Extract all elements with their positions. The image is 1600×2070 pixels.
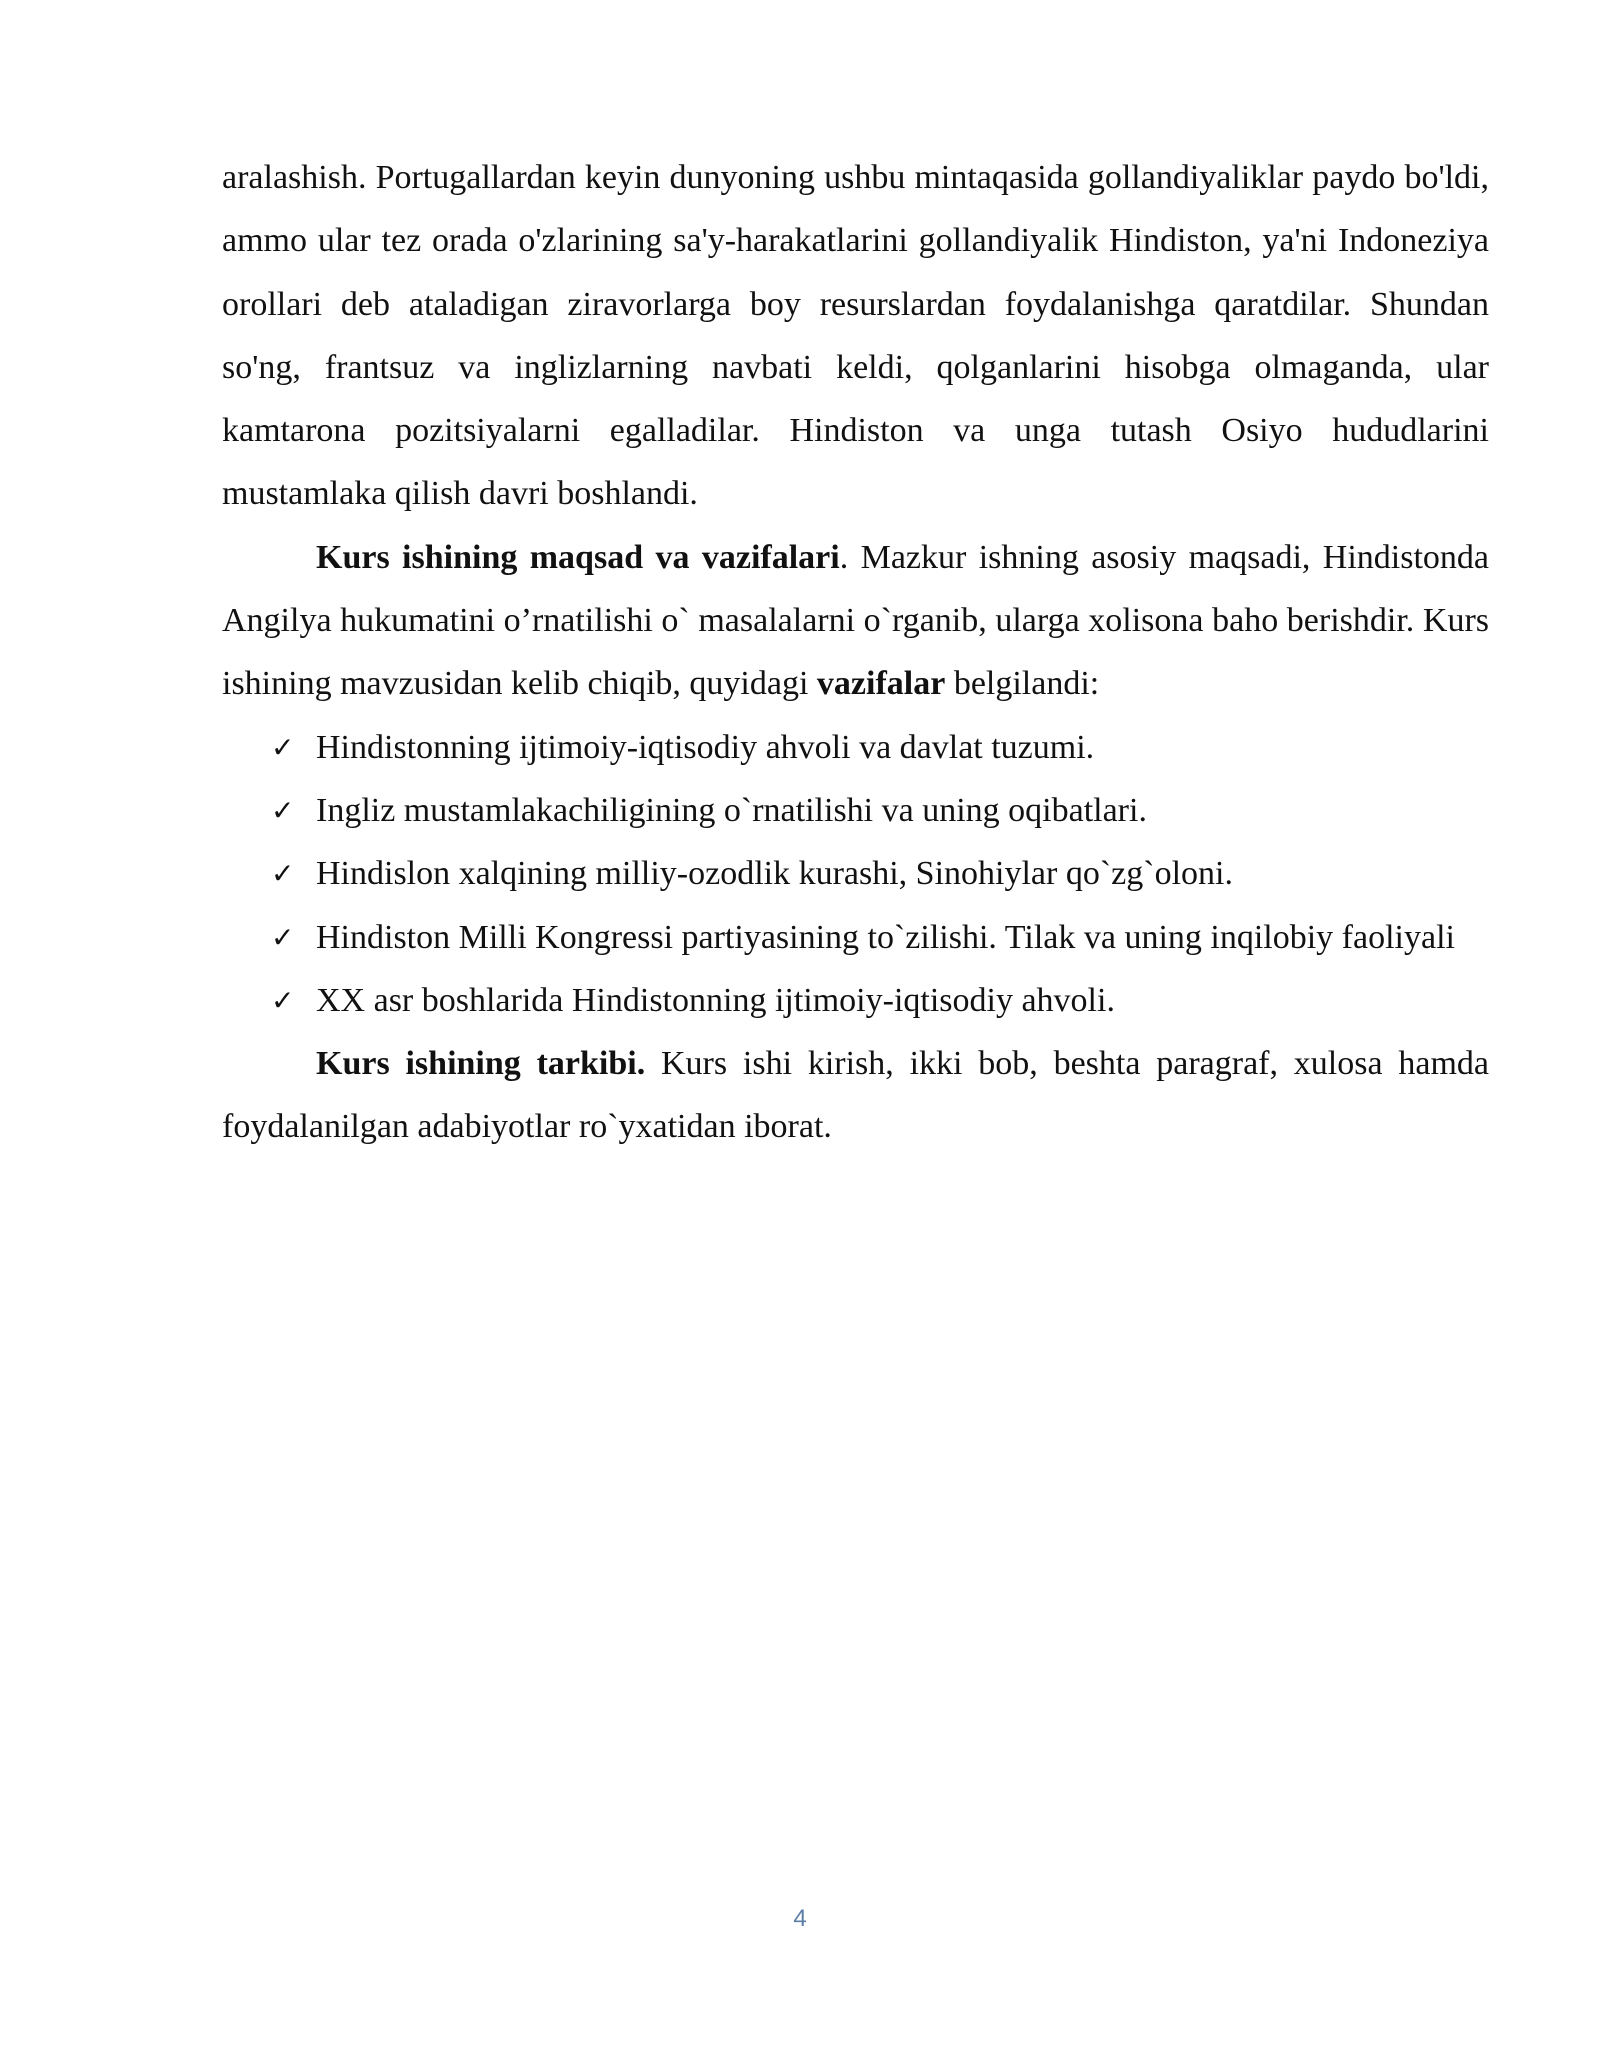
structure-text: Kurs ishi kirish, ikki bob, beshta paragraf, xulosa hamda foydalanilgan adabiyotlar ro`yxatidan iborat. <box>222 1045 1489 1146</box>
intro-paragraph: aralashish. Portugallardan keyin dunyoning ushbu mintaqasida gollandiyaliklar paydo bo'ldi, ammo ular tez orada o'zlarining sa'y-harakatlarini gollandiyalik Hindiston, ya'ni Indoneziya orollari deb ataladigan ziravorlarga boy resurslardan foydalanishga qaratdilar. Shundan so'ng, frantsuz va inglizlarning navbati keldi, qolganlarini hisobga olmaganda, ular kamtarona pozitsiyalarni egalladilar. Hindiston va unga tutash Osiyo hududlarini mustamlaka qilish davri boshlandi. <box>222 159 1489 513</box>
structure-heading: Kurs ishining tarkibi. <box>316 1045 646 1083</box>
checkmark-icon: ✓ <box>271 920 295 954</box>
checkmark-icon: ✓ <box>271 857 295 891</box>
tasks-list <box>222 716 1489 1032</box>
goals-text: . Mazkur ishning asosiy maqsadi, Hindistonda Angilya hukumatini o’rnatilishi o` masalalarni o`rganib, ularga xolisona baho berishdir. Kurs ishining mavzusidan kelib chiqib, quyidagi <box>222 538 1489 703</box>
list-item <box>222 716 1489 779</box>
list-item <box>222 969 1489 1032</box>
list-item-text: Hindiston Milli Kongressi partiyasining to`zilishi. Tilak va uning inqilobiy faoliyali <box>316 918 1455 956</box>
goals-heading: Kurs ishining maqsad va vazifalari <box>316 538 840 576</box>
goals-paragraph <box>222 526 1489 716</box>
list-item <box>222 842 1489 905</box>
checkmark-icon: ✓ <box>271 793 295 827</box>
page-number: 4 <box>793 1905 807 1932</box>
goals-text-end: belgilandi: <box>945 665 1100 703</box>
list-item-text: Hindislon xalqining milliy-ozodlik kurashi, Sinohiylar qo`zg`oloni. <box>316 855 1233 893</box>
structure-paragraph <box>222 1032 1489 1159</box>
checkmark-icon: ✓ <box>271 730 295 764</box>
list-item <box>222 779 1489 842</box>
list-item-text: Hindistonning ijtimoiy-iqtisodiy ahvoli va davlat tuzumi. <box>316 728 1095 766</box>
document-body <box>222 146 1489 1159</box>
tasks-keyword: vazifalar <box>816 665 946 703</box>
list-item-text: Ingliz mustamlakachiligining o`rnatilishi va uning oqibatlari. <box>316 791 1147 829</box>
checkmark-icon: ✓ <box>271 983 295 1017</box>
list-item-text: XX asr boshlarida Hindistonning ijtimoiy-iqtisodiy ahvoli. <box>316 981 1115 1019</box>
list-item <box>222 906 1489 969</box>
